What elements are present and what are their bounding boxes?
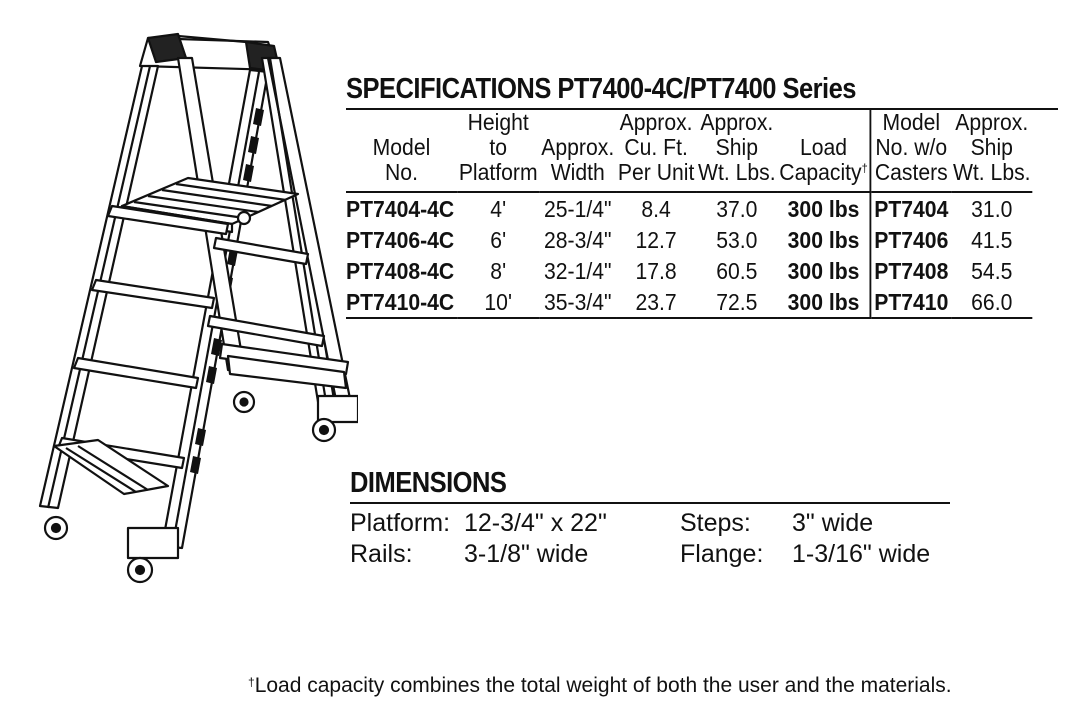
platform-ladder-illustration <box>18 28 358 598</box>
cell-load-capacity: 300 lbs <box>787 258 860 284</box>
column-header-load-capacity <box>777 110 870 192</box>
column-header-line: Approx. <box>541 134 615 160</box>
cell-height-to-platform: 6' <box>490 227 507 253</box>
dimension-flange-value: 1-3/16" wide <box>792 540 931 568</box>
cell-load-capacity: 300 lbs <box>787 196 860 222</box>
column-header-line: Casters <box>874 159 948 185</box>
column-header-approx-ship-wt <box>696 110 777 192</box>
cell-approx-ship-wt-wo-casters: 54.5 <box>971 258 1013 284</box>
cell-approx-width: 28-3/4" <box>543 227 612 253</box>
footnote <box>248 672 952 700</box>
table-row <box>346 192 1032 224</box>
cell-approx-cu-ft: 8.4 <box>641 196 671 222</box>
dimension-steps-label: Steps: <box>680 509 751 537</box>
column-header-line: to <box>489 134 508 160</box>
column-header-line: Width <box>550 159 605 185</box>
column-header-line: Cu. Ft. <box>624 134 688 160</box>
cell-approx-ship-wt-wo-casters: 66.0 <box>951 286 1032 318</box>
cell-model-no-wo-casters: PT7408 <box>871 255 952 286</box>
column-header-line: No. <box>385 159 418 185</box>
column-header-line: Load <box>800 134 848 160</box>
dimension-steps-value: 3" wide <box>792 509 874 537</box>
column-header-line: Approx. <box>700 109 774 135</box>
column-header-line: Per Unit <box>617 159 695 185</box>
specifications-title: SPECIFICATIONS PT7400-4C/PT7400 Series <box>346 73 856 105</box>
column-header-line: No. w/o <box>875 134 948 160</box>
table-row <box>346 224 1032 255</box>
column-header-line: Ship <box>715 134 759 160</box>
cell-load-capacity: 300 lbs <box>777 286 870 318</box>
cell-approx-ship-wt-wo-casters: 31.0 <box>971 196 1013 222</box>
table-row <box>346 286 1032 318</box>
column-header-line: Ship <box>970 134 1013 160</box>
column-header-model-no <box>346 110 457 192</box>
cell-approx-cu-ft: 23.7 <box>616 286 696 318</box>
specifications-table <box>346 110 1032 319</box>
cell-model-no-wo-casters: PT7410 <box>871 286 952 318</box>
cell-model-no-wo-casters: PT7406 <box>871 224 952 255</box>
cell-approx-width: 35-3/4" <box>539 286 616 318</box>
cell-approx-width: 32-1/4" <box>543 258 612 284</box>
column-header-line: Capacity <box>779 159 862 185</box>
footnote-mark: † <box>248 675 255 689</box>
dimensions-title: DIMENSIONS <box>350 467 507 499</box>
cell-height-to-platform: 10' <box>457 286 539 318</box>
footnote-text: Load capacity combines the total weight of both the user and the materials. <box>254 674 952 697</box>
dimension-platform-value: 12-3/4" x 22" <box>464 509 607 537</box>
column-header-approx-width <box>539 110 616 192</box>
column-header-approx-cu-ft <box>616 110 696 192</box>
dimension-flange-label: Flange: <box>680 540 764 568</box>
table-body <box>346 192 1032 318</box>
dimension-rails-label: Rails: <box>350 540 413 568</box>
cell-approx-width: 25-1/4" <box>543 196 612 222</box>
cell-model-no-wo-casters: PT7404 <box>871 192 952 224</box>
cell-model-no: PT7406-4C <box>346 227 455 253</box>
cell-approx-ship-wt: 60.5 <box>716 258 758 284</box>
dimension-rails-value: 3-1/8" wide <box>464 540 589 568</box>
table-row <box>346 255 1032 286</box>
bottom-step <box>54 440 168 494</box>
column-header-model-no-wo-casters <box>871 110 952 192</box>
cell-approx-ship-wt: 37.0 <box>716 196 758 222</box>
dimensions-title-rule <box>350 502 950 504</box>
cell-approx-cu-ft: 12.7 <box>635 227 677 253</box>
column-header-approx-ship-wt-wo-casters <box>951 110 1032 192</box>
column-header-line: Model <box>882 109 941 135</box>
cell-approx-cu-ft: 17.8 <box>635 258 677 284</box>
column-header-line: Height <box>467 109 529 135</box>
dimension-platform-label: Platform: <box>350 509 451 537</box>
cell-approx-ship-wt: 72.5 <box>696 286 777 318</box>
ladder-top-cap <box>140 34 280 72</box>
cell-model-no: PT7408-4C <box>346 258 455 284</box>
cell-height-to-platform: 4' <box>490 196 507 222</box>
column-header-line: Platform <box>458 159 538 185</box>
column-header-line: Wt. Lbs. <box>698 159 776 185</box>
cell-model-no: PT7404-4C <box>346 196 455 222</box>
column-header-line: Approx. <box>955 109 1029 135</box>
column-header-line: Wt. Lbs. <box>952 159 1031 185</box>
cell-approx-ship-wt-wo-casters: 41.5 <box>971 227 1013 253</box>
column-header-line: Model <box>372 134 431 160</box>
load-capacity-footnote-mark: † <box>861 161 868 175</box>
cell-height-to-platform: 8' <box>490 258 507 284</box>
column-header-line: Approx. <box>619 109 693 135</box>
column-header-height-to-platform <box>457 110 539 192</box>
cell-approx-ship-wt: 53.0 <box>716 227 758 253</box>
cell-load-capacity: 300 lbs <box>787 227 860 253</box>
table-header-row <box>346 110 1032 192</box>
cell-model-no: PT7410-4C <box>346 286 457 318</box>
